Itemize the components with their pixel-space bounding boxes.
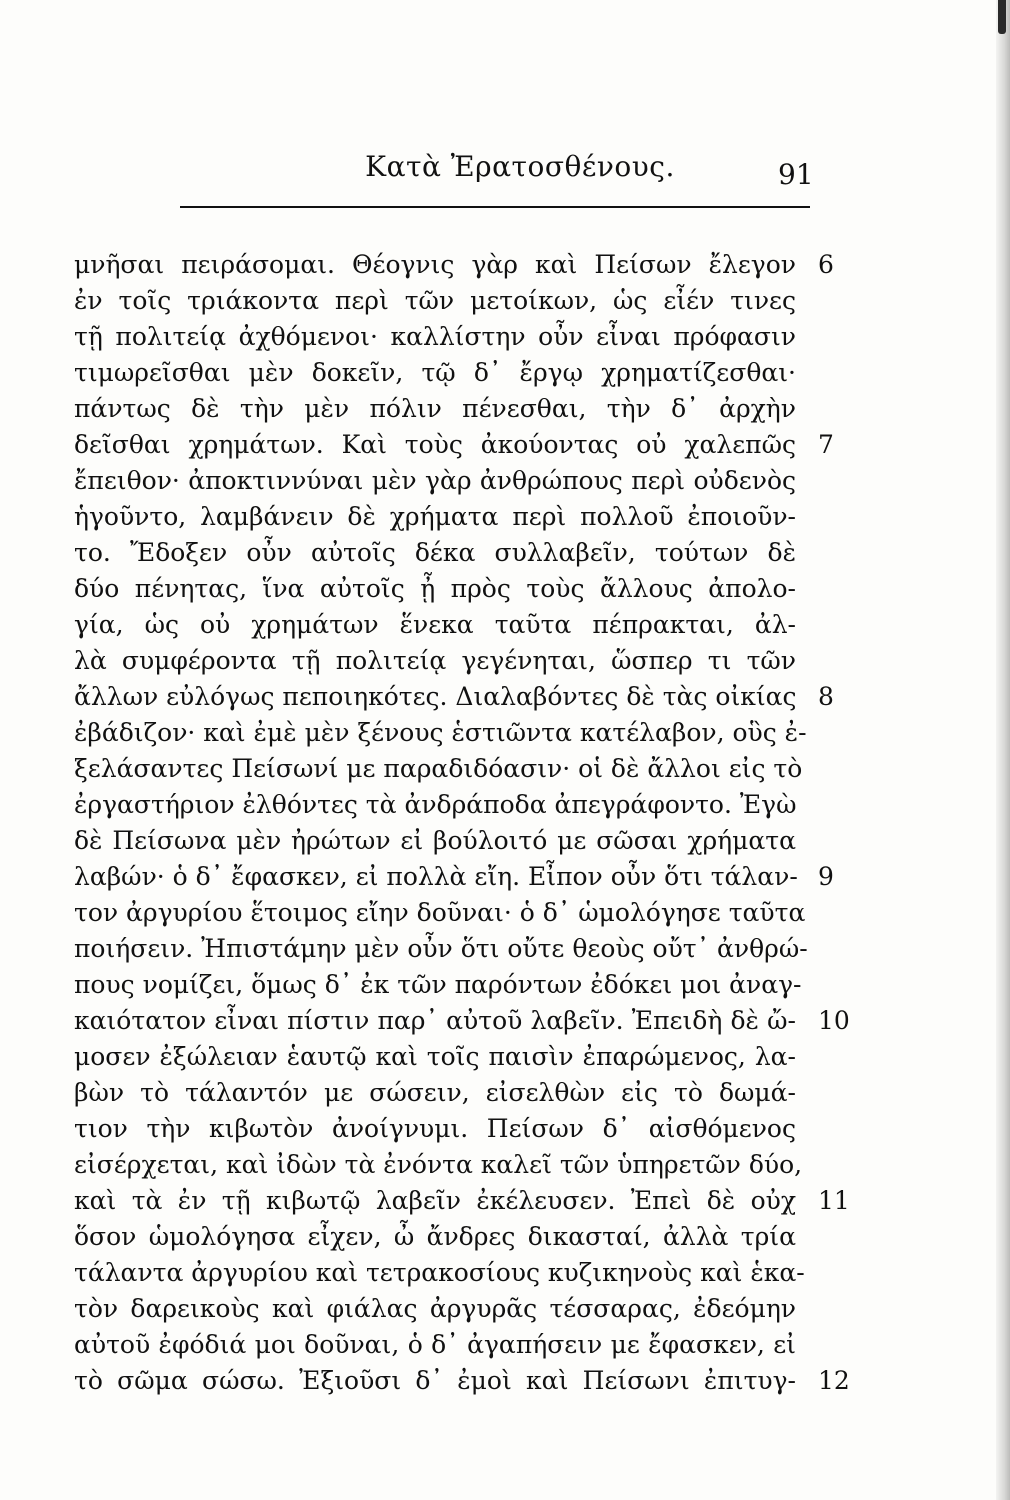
section-number: 6 (818, 250, 834, 279)
section-number: 7 (818, 430, 834, 459)
text-line: εἰσέρχεται, καὶ ἰδὼν τὰ ἐνόντα καλεῖ τῶν ὑπηρετῶν δύο, (74, 1150, 803, 1179)
page-number: 91 (778, 158, 814, 191)
text-line: δύο πένητας, ἵνα αὐτοῖς ᾖ πρὸς τοὺς ἄλλους ἀπολο- (74, 574, 796, 603)
section-number: 10 (818, 1006, 850, 1035)
text-line: πάντως δὲ τὴν μὲν πόλιν πένεσθαι, τὴν δ᾽ ἀρχὴν (74, 394, 796, 423)
text-line: μνῆσαι πειράσομαι. Θέογνις γὰρ καὶ Πείσων ἔλεγον (74, 250, 796, 279)
text-line: δεῖσθαι χρημάτων. Καὶ τοὺς ἀκούοντας οὐ χαλεπῶς (74, 430, 796, 459)
section-number: 8 (818, 682, 834, 711)
text-line: ἡγοῦντο, λαμβάνειν δὲ χρήματα περὶ πολλοῦ ἐποιοῦν- (74, 502, 796, 531)
text-line: τιμωρεῖσθαι μὲν δοκεῖν, τῷ δ᾽ ἔργῳ χρηματίζεσθαι· (74, 358, 796, 387)
section-number: 12 (818, 1366, 850, 1395)
text-line: ὅσον ὡμολόγησα εἶχεν, ὦ ἄνδρες δικασταί, ἀλλὰ τρία (74, 1222, 796, 1251)
text-line: τον ἀργυρίου ἕτοιμος εἴην δοῦναι· ὁ δ᾽ ὡμολόγησε ταῦτα (74, 898, 806, 927)
text-line: λαβών· ὁ δ᾽ ἔφασκεν, εἰ πολλὰ εἴη. Εἶπον οὖν ὅτι τάλαν- (74, 862, 798, 891)
text-line: τὸν δαρεικοὺς καὶ φιάλας ἀργυρᾶς τέσσαρας, ἐδεόμην (74, 1294, 796, 1323)
page-edge (996, 0, 1010, 1500)
text-line: λὰ συμφέροντα τῇ πολιτείᾳ γεγένηται, ὥσπερ τι τῶν (74, 646, 796, 675)
text-line: πους νομίζει, ὅμως δ᾽ ἐκ τῶν παρόντων ἐδόκει μοι ἀναγ- (74, 970, 802, 999)
text-line: ποιήσειν. Ἠπιστάμην μὲν οὖν ὅτι οὔτε θεοὺς οὔτ᾽ ἀνθρώ- (74, 934, 808, 963)
text-line: γία, ὡς οὐ χρημάτων ἕνεκα ταῦτα πέπρακται, ἀλ- (74, 610, 796, 639)
text-line: αὐτοῦ ἐφόδιά μοι δοῦναι, ὁ δ᾽ ἀγαπήσειν με ἔφασκεν, εἰ (74, 1330, 796, 1359)
text-line: τιον τὴν κιβωτὸν ἀνοίγνυμι. Πείσων δ᾽ αἰσθόμενος (74, 1114, 796, 1143)
text-line: καὶ τὰ ἐν τῇ κιβωτῷ λαβεῖν ἐκέλευσεν. Ἐπεὶ δὲ οὐχ (74, 1186, 796, 1215)
text-line: ξελάσαντες Πείσωνί με παραδιδόασιν· οἱ δὲ ἄλλοι εἰς τὸ (74, 754, 803, 783)
header-rule (180, 206, 810, 208)
text-line: τάλαντα ἀργυρίου καὶ τετρακοσίους κυζικηνοὺς καὶ ἑκα- (74, 1258, 805, 1287)
text-line: ἐν τοῖς τριάκοντα περὶ τῶν μετοίκων, ὡς εἶέν τινες (74, 286, 796, 315)
text-line: ἐργαστήριον ἐλθόντες τὰ ἀνδράποδα ἀπεγράφοντο. Ἐγὼ (74, 790, 797, 819)
text-line: το. Ἔδοξεν οὖν αὐτοῖς δέκα συλλαβεῖν, τούτων δὲ (74, 538, 796, 567)
text-line: βὼν τὸ τάλαντόν με σώσειν, εἰσελθὼν εἰς τὸ δωμά- (74, 1078, 796, 1107)
text-line: ἔπειθον· ἀποκτιννύναι μὲν γὰρ ἀνθρώπους περὶ οὐδενὸς (74, 466, 796, 495)
text-line: τὸ σῶμα σώσω. Ἐξιοῦσι δ᾽ ἐμοὶ καὶ Πείσωνι ἐπιτυγ- (74, 1366, 796, 1395)
text-line: δὲ Πείσωνα μὲν ἠρώτων εἰ βούλοιτό με σῶσαι χρήματα (74, 826, 796, 855)
text-line: τῇ πολιτείᾳ ἀχθόμενοι· καλλίστην οὖν εἶναι πρόφασιν (74, 322, 796, 351)
text-line: ἐβάδιζον· καὶ ἐμὲ μὲν ξένους ἑστιῶντα κατέλαβον, οὓς ἐ- (74, 718, 807, 747)
binding-mark (998, 0, 1006, 34)
section-number: 11 (818, 1186, 850, 1215)
text-line: καιότατον εἶναι πίστιν παρ᾽ αὐτοῦ λαβεῖν. Ἐπειδὴ δὲ ὤ- (74, 1006, 796, 1035)
text-line: ἄλλων εὐλόγως πεποιηκότες. Διαλαβόντες δὲ τὰς οἰκίας (74, 682, 797, 711)
running-title: Κατὰ Ἐρατοσθένους. (365, 150, 675, 183)
section-number: 9 (818, 862, 834, 891)
text-line: μοσεν ἐξώλειαν ἑαυτῷ καὶ τοῖς παισὶν ἐπαρώμενος, λα- (74, 1042, 796, 1071)
